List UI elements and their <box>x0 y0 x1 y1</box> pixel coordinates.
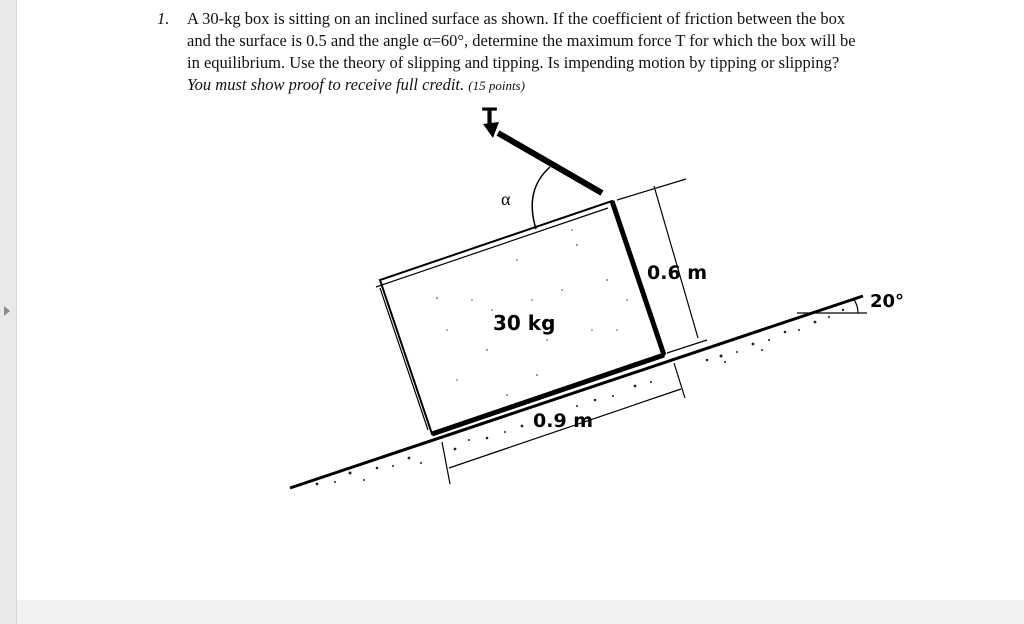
alpha-label: α <box>501 189 511 209</box>
expand-arrow-icon[interactable] <box>4 306 10 316</box>
width-label: 0.9 m <box>533 410 594 432</box>
incline-angle-label: 20° <box>870 291 905 312</box>
question-line-2: and the surface is 0.5 and the angle α=60°, determine the maximum force T for which the box will be <box>187 31 856 50</box>
width-dimension-tick-left <box>442 442 450 484</box>
alpha-angle-arc <box>532 167 550 229</box>
box-on-incline-figure <box>17 0 1024 600</box>
bottom-strip <box>17 600 1024 624</box>
question-line-1: A 30-kg box is sitting on an inclined surface as shown. If the coefficient of friction between the box <box>187 9 846 28</box>
document-page <box>17 0 1024 600</box>
height-dimension-ext-top <box>617 179 686 200</box>
force-label: T <box>482 105 498 130</box>
question-number: 1. <box>157 9 170 28</box>
points-label: (15 points) <box>468 78 525 93</box>
width-dimension-tick-right <box>674 363 685 398</box>
left-gutter <box>0 0 17 624</box>
force-t-line <box>498 133 602 193</box>
height-label: 0.6 m <box>647 262 708 284</box>
mass-label: 30 kg <box>493 311 556 335</box>
credit-note: You must show proof to receive full credit. <box>187 75 465 94</box>
question-line-3: in equilibrium. Use the theory of slipping and tipping. Is impending motion by tipping or slipping? <box>187 53 840 72</box>
